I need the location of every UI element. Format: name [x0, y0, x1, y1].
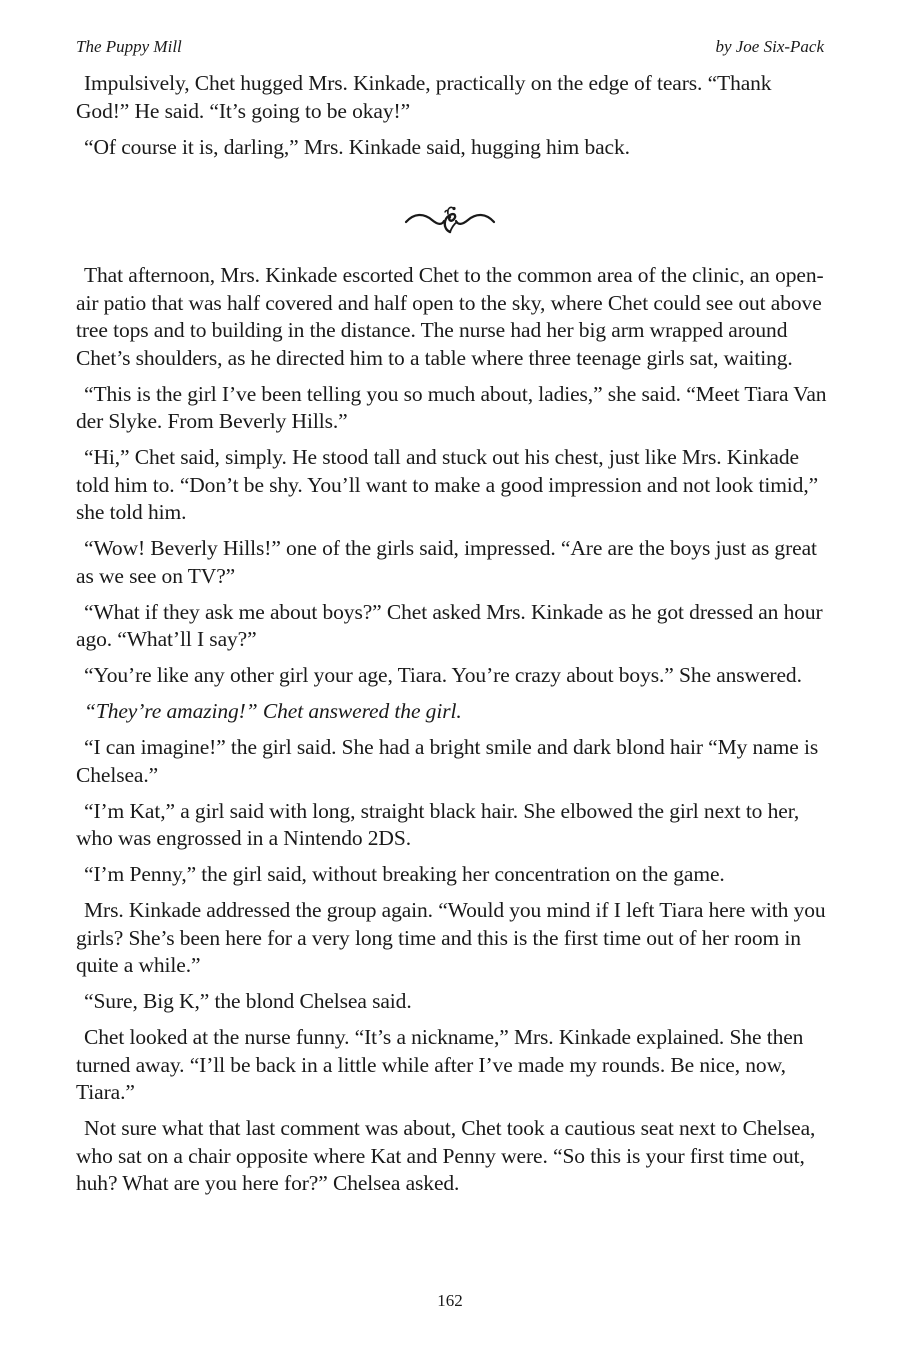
- paragraph: Not sure what that last comment was about, Chet took a cautious seat next to Chelsea, who sat on a chair opposite where Kat and Penny were. “So this is your first time out, huh? What are you here for?” Chelsea asked.: [76, 1116, 816, 1195]
- running-head: [76, 36, 824, 58]
- paragraph: “I’m Kat,” a girl said with long, straight black hair. She elbowed the girl next to her, who was engrossed in a Nintendo 2DS.: [76, 798, 800, 850]
- paragraph: Impulsively, Chet hugged Mrs. Kinkade, practically on the edge of tears. “Thank God!” He said. “It’s going to be okay!”: [76, 71, 772, 123]
- scene-break: [0, 202, 900, 236]
- scene-break-flourish-icon: [402, 202, 498, 236]
- paragraph: “What if they ask me about boys?” Chet asked Mrs. Kinkade as he got dressed an hour ago. “What’ll I say?”: [76, 599, 823, 651]
- paragraph: “Hi,” Chet said, simply. He stood tall and stuck out his chest, just like Mrs. Kinkade told him to. “Don’t be shy. You’ll want to make a good impression and not look timid,” she told him.: [76, 445, 819, 524]
- paragraph: Mrs. Kinkade addressed the group again. “Would you mind if I left Tiara here with you girls? She’s been here for a very long time and this is the first time out of her room in quite a while.”: [76, 898, 826, 977]
- paragraph: That afternoon, Mrs. Kinkade escorted Chet to the common area of the clinic, an open-air patio that was half covered and half open to the sky, where Chet could see out above tree tops and to building in the distance. The nurse had her big arm wrapped around Chet’s shoulders, as he directed him to a table where three teenage girls sat, waiting.: [76, 263, 824, 370]
- author-credit: by Joe Six-Pack: [715, 37, 824, 56]
- paragraph: “Wow! Beverly Hills!” one of the girls said, impressed. “Are are the boys just as great as we see on TV?”: [76, 536, 817, 588]
- paragraph: “I can imagine!” the girl said. She had a bright smile and dark blond hair “My name is Chelsea.”: [76, 735, 819, 787]
- paragraph: “You’re like any other girl your age, Tiara. You’re crazy about boys.” She answered.: [84, 663, 802, 687]
- paragraph: “Of course it is, darling,” Mrs. Kinkade said, hugging him back.: [84, 134, 630, 159]
- paragraph: “Sure, Big K,” the blond Chelsea said.: [84, 989, 412, 1013]
- book-title: The Puppy Mill: [76, 37, 182, 56]
- paragraph: “This is the girl I’ve been telling you so much about, ladies,” she said. “Meet Tiara Van der Slyke. From Beverly Hills.”: [76, 381, 827, 433]
- text-block-after-break: [76, 262, 828, 1206]
- paragraph: Chet looked at the nurse funny. “It’s a nickname,” Mrs. Kinkade explained. She then turned away. “I’ll be back in a little while after I’ve made my rounds. Be nice, now, Tiara.”: [76, 1025, 804, 1104]
- paragraph: “I’m Penny,” the girl said, without breaking her concentration on the game.: [84, 862, 725, 886]
- text-block-before-break: [76, 70, 828, 170]
- paragraph-italic: “They’re amazing!” Chet answered the girl.: [84, 699, 462, 723]
- page-number: 162: [437, 1291, 463, 1310]
